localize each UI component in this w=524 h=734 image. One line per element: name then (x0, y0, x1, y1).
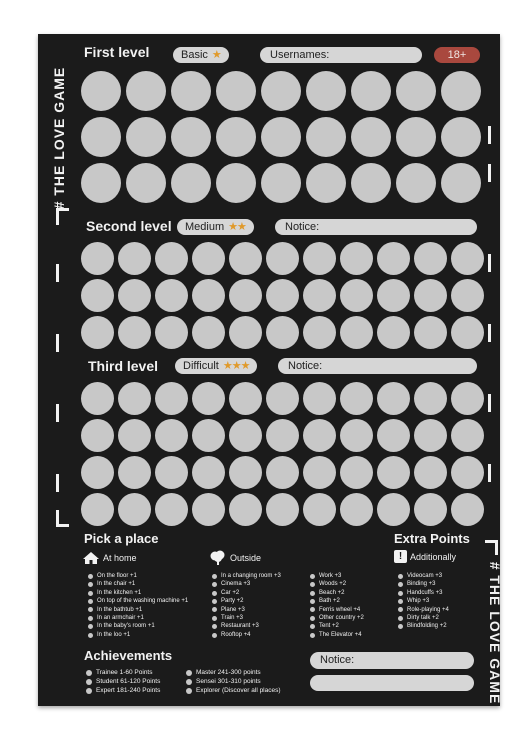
scratch-circle[interactable] (126, 163, 166, 203)
list-item-label: The Elevator +4 (319, 631, 362, 638)
scratch-circle[interactable] (171, 163, 211, 203)
checkbox-dot[interactable] (88, 574, 93, 579)
scratch-circle[interactable] (155, 419, 188, 452)
scratch-circle[interactable] (155, 279, 188, 312)
scratch-circle[interactable] (81, 493, 114, 526)
list-item-label: Ferris wheel +4 (319, 606, 361, 613)
checkbox-dot[interactable] (186, 670, 192, 676)
checkbox-dot[interactable] (398, 591, 403, 596)
right-dash (488, 394, 491, 412)
list-item (212, 597, 281, 605)
scratch-circle[interactable] (303, 279, 336, 312)
list-item-label: Student 61-120 Points (96, 678, 161, 685)
scratch-circle[interactable] (266, 382, 299, 415)
outside-label: Outside (230, 553, 262, 563)
list-item (398, 622, 449, 630)
scratch-circle[interactable] (377, 456, 410, 489)
scratch-circle[interactable] (229, 419, 262, 452)
scratch-circle[interactable] (192, 493, 225, 526)
scratch-circle[interactable] (377, 242, 410, 275)
house-icon (82, 551, 100, 565)
checkbox-dot[interactable] (398, 599, 403, 604)
second-level-scratch-grid (81, 242, 484, 349)
scratch-circle[interactable] (81, 382, 114, 415)
scratch-circle[interactable] (192, 456, 225, 489)
list-item-label: In the kitchen +1 (97, 589, 142, 596)
list-item-label: Restaurant +3 (221, 623, 259, 630)
scratch-circle[interactable] (81, 456, 114, 489)
list-item (398, 606, 449, 614)
scratch-circle[interactable] (118, 242, 151, 275)
list-item-label: Trainee 1-60 Points (96, 669, 153, 676)
scratch-circle[interactable] (118, 419, 151, 452)
checkbox-dot[interactable] (86, 679, 92, 685)
right-dash (488, 164, 491, 182)
badge-label: Medium (185, 221, 225, 233)
scratch-circle[interactable] (266, 279, 299, 312)
checkbox-dot[interactable] (88, 599, 93, 604)
checkbox-dot[interactable] (398, 616, 403, 621)
scratch-circle[interactable] (377, 419, 410, 452)
scratch-circle[interactable] (377, 316, 410, 349)
list-item (310, 597, 364, 605)
list-item (212, 614, 281, 622)
list-item-label: Car +2 (221, 589, 240, 596)
scratch-circle[interactable] (266, 456, 299, 489)
bottom-blank-field[interactable] (310, 675, 474, 691)
list-item-label: Binding +3 (407, 581, 436, 588)
scratch-circle[interactable] (451, 456, 484, 489)
checkbox-dot[interactable] (212, 624, 217, 629)
scratch-circle[interactable] (155, 456, 188, 489)
scratch-circle[interactable] (155, 493, 188, 526)
scratch-circle[interactable] (171, 117, 211, 157)
list-item (186, 668, 281, 677)
list-item (310, 572, 364, 580)
list-item (212, 589, 281, 597)
list-item-label: Cinema +3 (221, 581, 251, 588)
list-item-label: Sensei 301-310 points (196, 678, 261, 685)
scratch-circle[interactable] (303, 419, 336, 452)
scratch-circle[interactable] (340, 456, 373, 489)
scratch-circle[interactable] (126, 117, 166, 157)
scratch-circle[interactable] (340, 419, 373, 452)
list-item-label: In an armchair +1 (97, 615, 144, 622)
tree-icon (209, 550, 227, 566)
scratch-circle[interactable] (414, 419, 447, 452)
list-item (398, 589, 449, 597)
scratch-circle[interactable] (81, 419, 114, 452)
list-item (88, 572, 188, 580)
notice-label: Notice: (285, 221, 320, 233)
scratch-circle[interactable] (377, 493, 410, 526)
scratch-circle[interactable] (261, 117, 301, 157)
list-item-label: Whip +3 (407, 598, 430, 605)
list-item (310, 631, 364, 639)
scratch-circle[interactable] (306, 117, 346, 157)
extra-points-title: Extra Points (394, 531, 470, 546)
list-item (398, 614, 449, 622)
checkbox-dot[interactable] (88, 624, 93, 629)
scratch-circle[interactable] (414, 493, 447, 526)
checkbox-dot[interactable] (310, 616, 315, 621)
usernames-field[interactable] (260, 47, 422, 63)
outside-category (209, 550, 261, 566)
list-item (88, 631, 188, 639)
additionally-label: Additionally (410, 551, 457, 562)
scratch-circle[interactable] (306, 163, 346, 203)
checkbox-dot[interactable] (186, 679, 192, 685)
scratch-circle[interactable] (81, 316, 114, 349)
scratch-circle[interactable] (229, 279, 262, 312)
achievements-title: Achievements (84, 648, 173, 663)
scratch-circle[interactable] (261, 163, 301, 203)
scratch-circle[interactable] (306, 71, 346, 111)
list-item (310, 589, 364, 597)
list-item-label: Woods +2 (319, 581, 347, 588)
checkbox-dot[interactable] (88, 616, 93, 621)
scratch-circle[interactable] (229, 382, 262, 415)
scratch-circle[interactable] (451, 419, 484, 452)
checkbox-dot[interactable] (398, 574, 403, 579)
scratch-circle[interactable] (441, 163, 481, 203)
list-item (212, 622, 281, 630)
scratch-circle[interactable] (396, 163, 436, 203)
scratch-circle[interactable] (414, 456, 447, 489)
star-icon: ★★ (228, 221, 246, 233)
scratch-circle[interactable] (118, 316, 151, 349)
scratch-circle[interactable] (192, 279, 225, 312)
right-bracket (485, 540, 498, 555)
scratch-circle[interactable] (351, 71, 391, 111)
scratch-circle[interactable] (155, 382, 188, 415)
scratch-circle[interactable] (118, 456, 151, 489)
difficulty-badge-difficult (175, 358, 257, 374)
list-item-label: On the floor +1 (97, 573, 137, 579)
outside-list-col2 (310, 572, 364, 639)
scratch-circle[interactable] (192, 382, 225, 415)
badge-label: Basic (181, 49, 208, 61)
checkbox-dot[interactable] (186, 688, 192, 694)
list-item-label: Rooftop +4 (221, 631, 251, 638)
notice-field-second[interactable] (275, 219, 477, 235)
checkbox-dot[interactable] (310, 574, 315, 579)
scratch-circle[interactable] (81, 279, 114, 312)
bottom-notice-field[interactable] (310, 652, 474, 669)
additionally-category (394, 550, 456, 563)
scratch-circle[interactable] (266, 419, 299, 452)
checkbox-dot[interactable] (88, 591, 93, 596)
list-item (86, 686, 160, 695)
scratch-circle[interactable] (414, 316, 447, 349)
list-item (212, 606, 281, 614)
scratch-circle[interactable] (192, 419, 225, 452)
list-item (212, 572, 281, 580)
difficulty-badge-basic (173, 47, 229, 63)
at-home-list (88, 572, 188, 639)
list-item (88, 606, 188, 614)
scratch-circle[interactable] (229, 456, 262, 489)
scratch-circle[interactable] (351, 117, 391, 157)
right-dash (488, 324, 491, 342)
star-icon: ★★★ (222, 360, 250, 372)
checkbox-dot[interactable] (310, 607, 315, 612)
checkbox-dot[interactable] (398, 607, 403, 612)
left-dash (56, 474, 59, 492)
scratch-circle[interactable] (303, 316, 336, 349)
list-item (398, 572, 449, 580)
extra-points-list (398, 572, 449, 631)
list-item (212, 631, 281, 639)
notice-field-third[interactable] (278, 358, 477, 374)
scratch-circle[interactable] (229, 242, 262, 275)
list-item (88, 622, 188, 630)
right-dash (488, 464, 491, 482)
list-item (310, 580, 364, 588)
scratch-circle[interactable] (340, 382, 373, 415)
list-item (88, 597, 188, 605)
star-icon: ★ (211, 49, 221, 61)
list-item-label: Explorer (Discover all places) (196, 687, 281, 694)
at-home-label: At home (103, 553, 137, 563)
scratch-circle[interactable] (216, 71, 256, 111)
scratch-circle[interactable] (451, 242, 484, 275)
list-item-label: Bath +2 (319, 598, 340, 605)
list-item-label: Videocam +3 (407, 573, 443, 579)
list-item-label: Other country +2 (319, 615, 364, 622)
scratch-circle[interactable] (303, 456, 336, 489)
scratch-circle[interactable] (414, 242, 447, 275)
scratch-circle[interactable] (126, 71, 166, 111)
checkbox-dot[interactable] (212, 633, 217, 638)
left-dash (56, 334, 59, 352)
scratch-circle[interactable] (451, 382, 484, 415)
scratch-circle[interactable] (118, 382, 151, 415)
scratch-circle[interactable] (81, 163, 121, 203)
scratch-circle[interactable] (171, 71, 211, 111)
checkbox-dot[interactable] (86, 688, 92, 694)
scratch-circle[interactable] (340, 493, 373, 526)
checkbox-dot[interactable] (398, 582, 403, 587)
scratch-circle[interactable] (441, 71, 481, 111)
scratch-circle[interactable] (340, 279, 373, 312)
scratch-circle[interactable] (155, 242, 188, 275)
list-item (88, 614, 188, 622)
list-item (86, 677, 160, 686)
age-rating-badge: 18+ (434, 47, 480, 63)
list-item-label: Master 241-300 points (196, 669, 261, 676)
checkbox-dot[interactable] (86, 670, 92, 676)
list-item (310, 614, 364, 622)
first-level-title: First level (84, 44, 150, 60)
love-game-poster (38, 34, 503, 706)
scratch-circle[interactable] (340, 242, 373, 275)
scratch-circle[interactable] (192, 242, 225, 275)
list-item (310, 606, 364, 614)
checkbox-dot[interactable] (88, 607, 93, 612)
usernames-label: Usernames: (270, 49, 330, 61)
scratch-circle[interactable] (451, 493, 484, 526)
left-dash (56, 264, 59, 282)
left-dash (56, 404, 59, 422)
scratch-circle[interactable] (266, 493, 299, 526)
scratch-circle[interactable] (340, 316, 373, 349)
achievements-list-col2 (186, 668, 281, 695)
list-item-label: In the loo +1 (97, 631, 131, 638)
left-bracket-bottom (56, 510, 69, 527)
side-title-left: # THE LOVE GAME (51, 66, 67, 210)
list-item-label: In the baby's room +1 (97, 623, 155, 630)
scratch-circle[interactable] (396, 71, 436, 111)
side-title-right: # THE LOVE GAME (487, 561, 503, 705)
scratch-circle[interactable] (414, 279, 447, 312)
second-level-title: Second level (86, 218, 172, 234)
list-item (186, 686, 281, 695)
list-item-label: In the chair +1 (97, 581, 136, 588)
scratch-circle[interactable] (414, 382, 447, 415)
checkbox-dot[interactable] (310, 582, 315, 587)
list-item-label: Train +3 (221, 615, 243, 622)
list-item (86, 668, 160, 677)
checkbox-dot[interactable] (88, 633, 93, 638)
scratch-circle[interactable] (351, 163, 391, 203)
scratch-circle[interactable] (192, 316, 225, 349)
list-item (212, 580, 281, 588)
checkbox-dot[interactable] (212, 591, 217, 596)
checkbox-dot[interactable] (212, 599, 217, 604)
scratch-circle[interactable] (118, 279, 151, 312)
scratch-circle[interactable] (229, 316, 262, 349)
scratch-circle[interactable] (451, 279, 484, 312)
left-bracket-top (56, 208, 69, 225)
scratch-circle[interactable] (266, 316, 299, 349)
right-dash (488, 254, 491, 272)
scratch-circle[interactable] (451, 316, 484, 349)
scratch-circle[interactable] (303, 493, 336, 526)
list-item (310, 622, 364, 630)
list-item-label: Expert 181-240 Points (96, 687, 161, 694)
scratch-circle[interactable] (81, 242, 114, 275)
scratch-circle[interactable] (81, 71, 121, 111)
scratch-circle[interactable] (155, 316, 188, 349)
list-item-label: Tent +2 (319, 623, 339, 630)
scratch-circle[interactable] (377, 382, 410, 415)
exclamation-icon: ! (394, 550, 407, 563)
notice-label: Notice: (320, 654, 355, 666)
checkbox-dot[interactable] (310, 633, 315, 638)
scratch-circle[interactable] (303, 382, 336, 415)
checkbox-dot[interactable] (310, 624, 315, 629)
checkbox-dot[interactable] (88, 582, 93, 587)
checkbox-dot[interactable] (310, 591, 315, 596)
list-item (88, 580, 188, 588)
checkbox-dot[interactable] (212, 582, 217, 587)
list-item-label: Dirty talk +2 (407, 615, 439, 622)
list-item-label: In the bathtub +1 (97, 606, 143, 613)
list-item-label: Work +3 (319, 573, 342, 579)
list-item (398, 597, 449, 605)
scratch-circle[interactable] (261, 71, 301, 111)
scratch-circle[interactable] (216, 117, 256, 157)
right-dash (488, 126, 491, 144)
list-item-label: Role-playing +4 (407, 606, 449, 613)
third-level-scratch-grid (81, 382, 484, 526)
at-home-category (82, 551, 137, 565)
scratch-circle[interactable] (377, 279, 410, 312)
list-item-label: Plane +3 (221, 606, 245, 613)
list-item-label: Blindfolding +2 (407, 623, 447, 630)
list-item (88, 589, 188, 597)
checkbox-dot[interactable] (310, 599, 315, 604)
first-level-scratch-grid (81, 71, 481, 203)
scratch-circle[interactable] (229, 493, 262, 526)
scratch-circle[interactable] (81, 117, 121, 157)
outside-list-col1 (212, 572, 281, 639)
list-item-label: In a changing room +3 (221, 573, 281, 579)
scratch-circle[interactable] (441, 117, 481, 157)
checkbox-dot[interactable] (212, 616, 217, 621)
scratch-circle[interactable] (118, 493, 151, 526)
pick-a-place-title: Pick a place (84, 531, 159, 546)
third-level-title: Third level (88, 358, 159, 374)
checkbox-dot[interactable] (398, 624, 403, 629)
badge-label: Difficult (183, 360, 219, 372)
list-item-label: On top of the washing machine +1 (97, 598, 189, 605)
scratch-circle[interactable] (303, 242, 336, 275)
scratch-circle[interactable] (266, 242, 299, 275)
notice-label: Notice: (288, 360, 323, 372)
checkbox-dot[interactable] (212, 607, 217, 612)
list-item-label: Beach +2 (319, 589, 345, 596)
scratch-circle[interactable] (396, 117, 436, 157)
list-item (398, 580, 449, 588)
list-item-label: Handcuffs +3 (407, 589, 443, 596)
difficulty-badge-medium (177, 219, 254, 235)
achievements-list-col1 (86, 668, 160, 695)
checkbox-dot[interactable] (212, 574, 217, 579)
list-item (186, 677, 281, 686)
list-item-label: Party +2 (221, 598, 244, 605)
scratch-circle[interactable] (216, 163, 256, 203)
